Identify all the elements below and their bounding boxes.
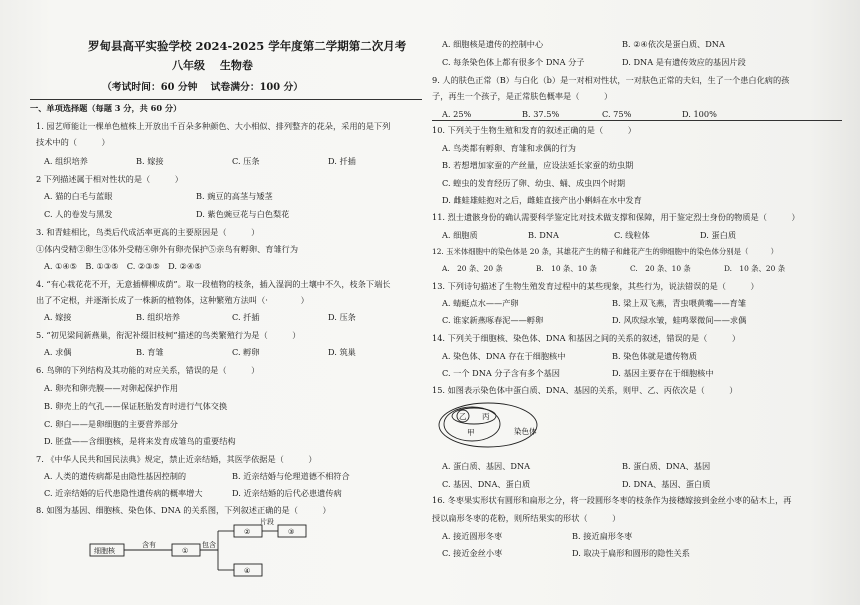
q9-option-d: D. 100% bbox=[682, 109, 717, 119]
q16-option-c: C. 接近金丝小枣 bbox=[442, 548, 503, 558]
q3-text-2: ①体内受精②卵生③体外受精④卵外有卵壳保护⑤亲鸟有孵卵、育雏行为 bbox=[36, 244, 299, 254]
q9-text-2: 子，再生一个孩子，是正常肤色概率是（ ） bbox=[432, 91, 613, 101]
q2-option-b: B. 豌豆的高茎与矮茎 bbox=[196, 191, 273, 201]
q15-text: 15. 如图表示染色体中蛋白质、DNA、基因的关系，则甲、乙、丙依次是（ ） bbox=[432, 385, 738, 395]
section-heading: 一、单项选择题（每题 3 分，共 60 分） bbox=[30, 103, 182, 113]
q1-option-a: A. 组织培养 bbox=[44, 156, 88, 166]
q13-text: 13. 下列诗句描述了生物生殖发育过程中的某些现象，其些行为，说法错误的是（ ） bbox=[432, 281, 759, 291]
exam-subtitle: 八年级 生物卷 bbox=[172, 59, 253, 72]
box-4-label: ④ bbox=[244, 567, 251, 575]
q1-options bbox=[44, 157, 356, 166]
q9-option-b: B. 37.5% bbox=[522, 109, 560, 119]
q12-option-b: B. 10 条、10 条 bbox=[536, 264, 597, 273]
q14-option-d: D. 基因主要存在于细胞核中 bbox=[612, 368, 714, 378]
segment-label: 片段 bbox=[260, 518, 274, 526]
q1-option-c: C. 压条 bbox=[232, 156, 260, 166]
column-rule bbox=[432, 120, 842, 121]
q8-text: 8. 如图为基因、细胞核、染色体、DNA 的关系图，下列叙述正确的是（ ） bbox=[36, 505, 331, 515]
q3-text-1: 3. 和青蛙相比，鸟类后代成活率更高的主要原因是（ ） bbox=[36, 227, 260, 237]
q7-options-2 bbox=[44, 489, 342, 498]
q16-option-d: D. 取决于扁形和圆形的隐性关系 bbox=[572, 548, 690, 558]
q12-options bbox=[442, 265, 785, 274]
q3-options: A. ①④⑤ B. ①③⑤ C. ②③⑤ D. ②④⑤ bbox=[44, 261, 202, 271]
q1-text-1: 1. 园艺师能让一棵单色植株上开放出千百朵多种颜色、大小相似、排列整齐的花朵，采用的是下列 bbox=[36, 121, 391, 131]
q14-option-a: A. 染色体、DNA 存在于细胞核中 bbox=[442, 351, 566, 361]
q14-option-c: C. 一个 DNA 分子含有多个基因 bbox=[442, 368, 560, 378]
q16-option-a: A. 接近圆形冬枣 bbox=[442, 531, 503, 541]
q13-option-a: A. 蜻蜓点水——产卵 bbox=[442, 298, 519, 308]
q11-option-d: D. 蛋白质 bbox=[700, 230, 737, 240]
q4-option-b: B. 组织培养 bbox=[136, 312, 180, 322]
q4-option-a: A. 嫁接 bbox=[44, 312, 72, 322]
q4-options bbox=[44, 313, 356, 322]
q2-options-2 bbox=[44, 210, 289, 219]
q8-option-a: A. 细胞核是遗传的控制中心 bbox=[442, 39, 544, 49]
q15-option-d: D. DNA、基因、蛋白质 bbox=[622, 479, 711, 489]
q8-options-2 bbox=[442, 58, 746, 67]
q6-option-d: D. 胚盘——含细胞核，是将来发育成雏鸟的重要结构 bbox=[44, 436, 236, 446]
q8-option-c: C. 每条染色体上都有很多个 DNA 分子 bbox=[442, 57, 585, 67]
q6-option-c: C. 卵白——是卵细胞的主要营养部分 bbox=[44, 419, 178, 429]
q10-option-a: A. 鸟类都有孵卵、育雏和求偶的行为 bbox=[442, 143, 576, 153]
q13-option-c: C. 谁家新燕啄春泥——孵卵 bbox=[442, 315, 544, 325]
box-2-label: ② bbox=[244, 528, 251, 536]
q13-options-1 bbox=[442, 299, 746, 308]
q16-option-b: B. 接近扁形冬枣 bbox=[572, 531, 633, 541]
q4-option-d: D. 压条 bbox=[328, 312, 356, 322]
q7-option-b: B. 近亲结婚与伦理道德不相符合 bbox=[232, 471, 350, 481]
q1-option-d: D. 扦插 bbox=[328, 156, 356, 166]
q15-options-2 bbox=[442, 480, 710, 489]
q2-text: 2 下列描述属于相对性状的是（ ） bbox=[36, 174, 183, 184]
q13-option-d: D. 风吹绿水皱，蛙鸣翠微间——求偶 bbox=[612, 315, 747, 325]
q16-text-1: 16. 冬枣果实形状有圆形和扁形之分，将一段圆形冬枣的枝条作为接穗嫁接到金丝小枣的砧木上，再 bbox=[432, 495, 792, 505]
q9-option-a: A. 25% bbox=[442, 109, 472, 119]
contain-label-2: 包含 bbox=[202, 541, 216, 549]
q10-option-b: B. 若想增加家蚕的产丝量，应设法延长家蚕的幼虫期 bbox=[442, 160, 634, 170]
q4-option-c: C. 扦插 bbox=[232, 312, 260, 322]
q2-option-a: A. 猫的白毛与蓝眼 bbox=[44, 191, 113, 201]
q15-option-c: C. 基因、DNA、蛋白质 bbox=[442, 479, 531, 489]
q16-options-2 bbox=[442, 549, 690, 558]
q15-option-a: A. 蛋白质、基因、DNA bbox=[442, 461, 531, 471]
q5-option-c: C. 孵卵 bbox=[232, 347, 260, 357]
q14-text: 14. 下列关于细胞核、染色体、DNA 和基因之间的关系的叙述，错误的是（ ） bbox=[432, 333, 741, 343]
q12-option-c: C. 20 条、10 条 bbox=[630, 264, 691, 273]
exam-info: （考试时间：60 分钟 试卷满分：100 分） bbox=[102, 82, 304, 93]
q14-options-2 bbox=[442, 369, 714, 378]
q1-text-2: 技术中的（ ） bbox=[36, 137, 110, 147]
q13-options-2 bbox=[442, 316, 746, 325]
q12-text: 12. 玉米体细胞中的染色体是 20 条，其雄花产生的精子和雌花产生的卵细胞中的染色体分别是（ ） bbox=[432, 247, 779, 256]
bing-label: 丙 bbox=[482, 412, 490, 421]
q5-text: 5. “初见梁间新燕巢，衔泥补缀旧枝柯”描述的鸟类繁殖行为是（ ） bbox=[36, 330, 301, 340]
q11-option-a: A. 细胞质 bbox=[442, 230, 478, 240]
q5-option-b: B. 育雏 bbox=[136, 347, 164, 357]
q7-option-d: D. 近亲结婚的后代必患遗传病 bbox=[232, 488, 342, 498]
q10-option-d: D. 雌蛙雄蛙抱对之后，雌蛙直接产出小蝌蚪在水中发育 bbox=[442, 195, 642, 205]
header-rule bbox=[30, 99, 422, 100]
q6-option-b: B. 卵壳上的气孔——保证胚胎发育时进行气体交换 bbox=[44, 401, 228, 411]
q7-options-1 bbox=[44, 472, 350, 481]
q7-option-c: C. 近亲结婚的后代患隐性遗传病的概率增大 bbox=[44, 488, 203, 498]
q2-option-d: D. 紫色豌豆花与白色梨花 bbox=[196, 209, 290, 219]
q11-option-b: B. DNA bbox=[528, 230, 559, 240]
q11-text: 11. 烈士遗骸身份的确认需要科学鉴定比对技术做支撑和保障，用于鉴定烈士身份的物质是（ ） bbox=[432, 212, 800, 222]
exam-title: 罗甸县高平实验学校 2024-2025 学年度第二学期第二次月考 bbox=[88, 39, 407, 53]
q16-options-1 bbox=[442, 532, 632, 541]
q8-option-d: D. DNA 是有遗传效应的基因片段 bbox=[622, 57, 746, 67]
q8-relationship-diagram bbox=[88, 518, 318, 584]
box-1-label: ① bbox=[182, 547, 189, 555]
yi-label: 乙 bbox=[459, 412, 467, 421]
box-3-label: ③ bbox=[288, 528, 295, 536]
q8-options-1 bbox=[442, 40, 725, 49]
q4-text-1: 4. “有心栽花花不开，无意插柳柳成荫”。取一段植物的枝条，插入湿润的土壤中不久，枝条下端长 bbox=[36, 279, 391, 289]
q5-options bbox=[44, 348, 356, 357]
q13-option-b: B. 梁上双飞燕，青虫喂黄嘴——育雏 bbox=[612, 298, 747, 308]
q6-option-a: A. 卵壳和卵壳膜——对卵起保护作用 bbox=[44, 383, 178, 393]
q14-options-1 bbox=[442, 352, 697, 361]
q9-options bbox=[442, 110, 717, 119]
jia-label: 甲 bbox=[467, 428, 475, 437]
q4-text-2: 出了不定根，并逐渐长成了一株新的植物体，这种繁殖方法叫（· ） bbox=[36, 295, 309, 305]
chromosome-label: 染色体 bbox=[514, 427, 537, 436]
q2-option-c: C. 人的卷发与黑发 bbox=[44, 209, 113, 219]
q2-options-1 bbox=[44, 192, 273, 201]
contain-label-1: 含有 bbox=[142, 541, 156, 549]
nucleus-label: 细胞核 bbox=[94, 547, 115, 555]
q15-option-b: B. 蛋白质、DNA、基因 bbox=[622, 461, 711, 471]
q16-text-2: 授以扁形冬枣的花粉，则所结果实的形状（ ） bbox=[432, 513, 621, 523]
q5-option-a: A. 求偶 bbox=[44, 347, 72, 357]
q9-option-c: C. 75% bbox=[602, 109, 632, 119]
q12-option-a: A. 20 条、20 条 bbox=[442, 264, 503, 273]
q11-options bbox=[442, 231, 736, 240]
q15-venn-diagram bbox=[436, 400, 566, 452]
q7-text: 7. 《中华人民共和国民法典》规定，禁止近亲结婚，其医学依据是（ ） bbox=[36, 454, 317, 464]
q15-options-1 bbox=[442, 462, 710, 471]
q10-text: 10. 下列关于生物生殖和发育的叙述正确的是（ ） bbox=[432, 125, 636, 135]
q5-option-d: D. 筑巢 bbox=[328, 347, 356, 357]
q10-option-c: C. 蝗虫的发育经历了卵、幼虫、蛹、成虫四个时期 bbox=[442, 178, 626, 188]
q14-option-b: B. 染色体就是遗传物质 bbox=[612, 351, 697, 361]
q6-text: 6. 鸟卵的下列结构及其功能的对应关系，错误的是（ ） bbox=[36, 365, 260, 375]
q12-option-d: D. 10 条、20 条 bbox=[724, 264, 786, 273]
q7-option-a: A. 人类的遗传病都是由隐性基因控制的 bbox=[44, 471, 187, 481]
q1-option-b: B. 嫁接 bbox=[136, 156, 164, 166]
q11-option-c: C. 线粒体 bbox=[614, 230, 650, 240]
q9-text-1: 9. 人的肤色正常（B）与白化（b）是一对相对性状，一对肤色正常的夫妇，生了一个患白化病的孩 bbox=[432, 75, 790, 85]
q8-option-b: B. ②④依次是蛋白质、DNA bbox=[622, 39, 725, 49]
